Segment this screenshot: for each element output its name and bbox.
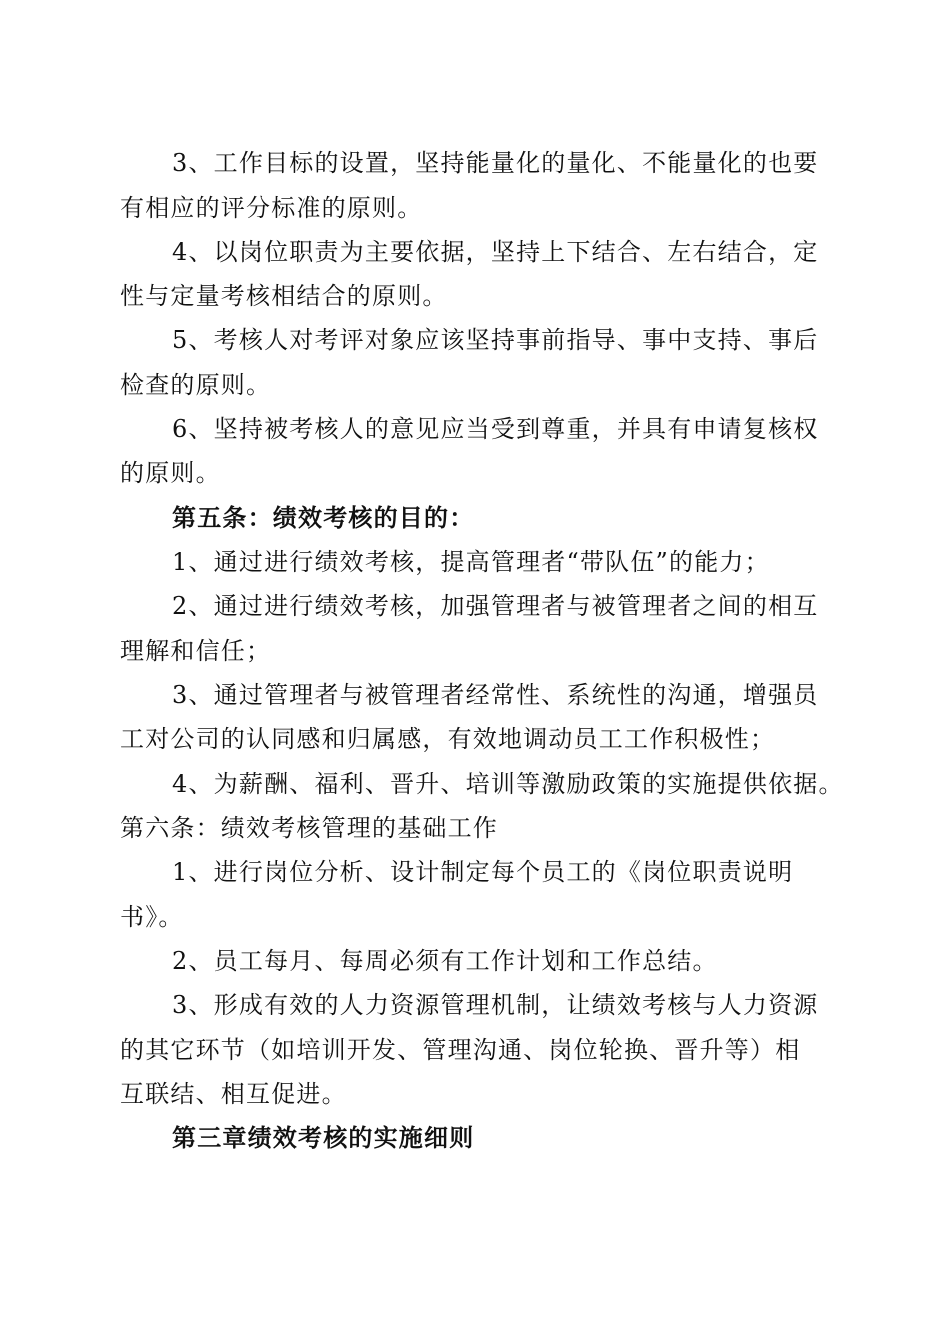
text-line: 3、工作目标的设置，坚持能量化的量化、不能量化的也要 (172, 149, 819, 177)
text-line: 互联结、相互促进。 (120, 1080, 347, 1108)
chapter-heading: 第三章绩效考核的实施细则 (172, 1123, 475, 1152)
text-line: 性与定量考核相结合的原则。 (120, 282, 448, 310)
text-line: 书》。 (120, 903, 184, 931)
text-line: 检查的原则。 (120, 371, 272, 399)
text-line: 1、进行岗位分析、设计制定每个员工的《岗位职责说明 (172, 858, 794, 886)
text-line: 3、形成有效的人力资源管理机制，让绩效考核与人力资源 (172, 991, 819, 1019)
text-line: 5、考核人对考评对象应该坚持事前指导、事中支持、事后 (172, 326, 819, 354)
text-line: 2、员工每月、每周必须有工作计划和工作总结。 (172, 947, 718, 975)
section-heading: 第六条：绩效考核管理的基础工作 (120, 814, 498, 842)
text-line: 的原则。 (120, 459, 221, 487)
text-line: 理解和信任； (120, 637, 272, 665)
text-line: 6、坚持被考核人的意见应当受到尊重，并具有申请复核权 (172, 415, 819, 443)
text-line: 有相应的评分标准的原则。 (120, 194, 423, 222)
text-line: 工对公司的认同感和归属感，有效地调动员工工作积极性； (120, 725, 776, 753)
section-heading: 第五条：绩效考核的目的： (172, 503, 475, 532)
text-line: 1、通过进行绩效考核，提高管理者“带队伍”的能力； (172, 548, 770, 576)
text-line: 3、通过管理者与被管理者经常性、系统性的沟通，增强员 (172, 681, 819, 709)
text-line: 2、通过进行绩效考核，加强管理者与被管理者之间的相互 (172, 592, 819, 620)
text-line: 4、以岗位职责为主要依据，坚持上下结合、左右结合，定 (172, 238, 819, 266)
text-line: 的其它环节（如培训开发、管理沟通、岗位轮换、晋升等）相 (120, 1036, 801, 1064)
text-line: 4、为薪酬、福利、晋升、培训等激励政策的实施提供依据。 (172, 770, 844, 798)
